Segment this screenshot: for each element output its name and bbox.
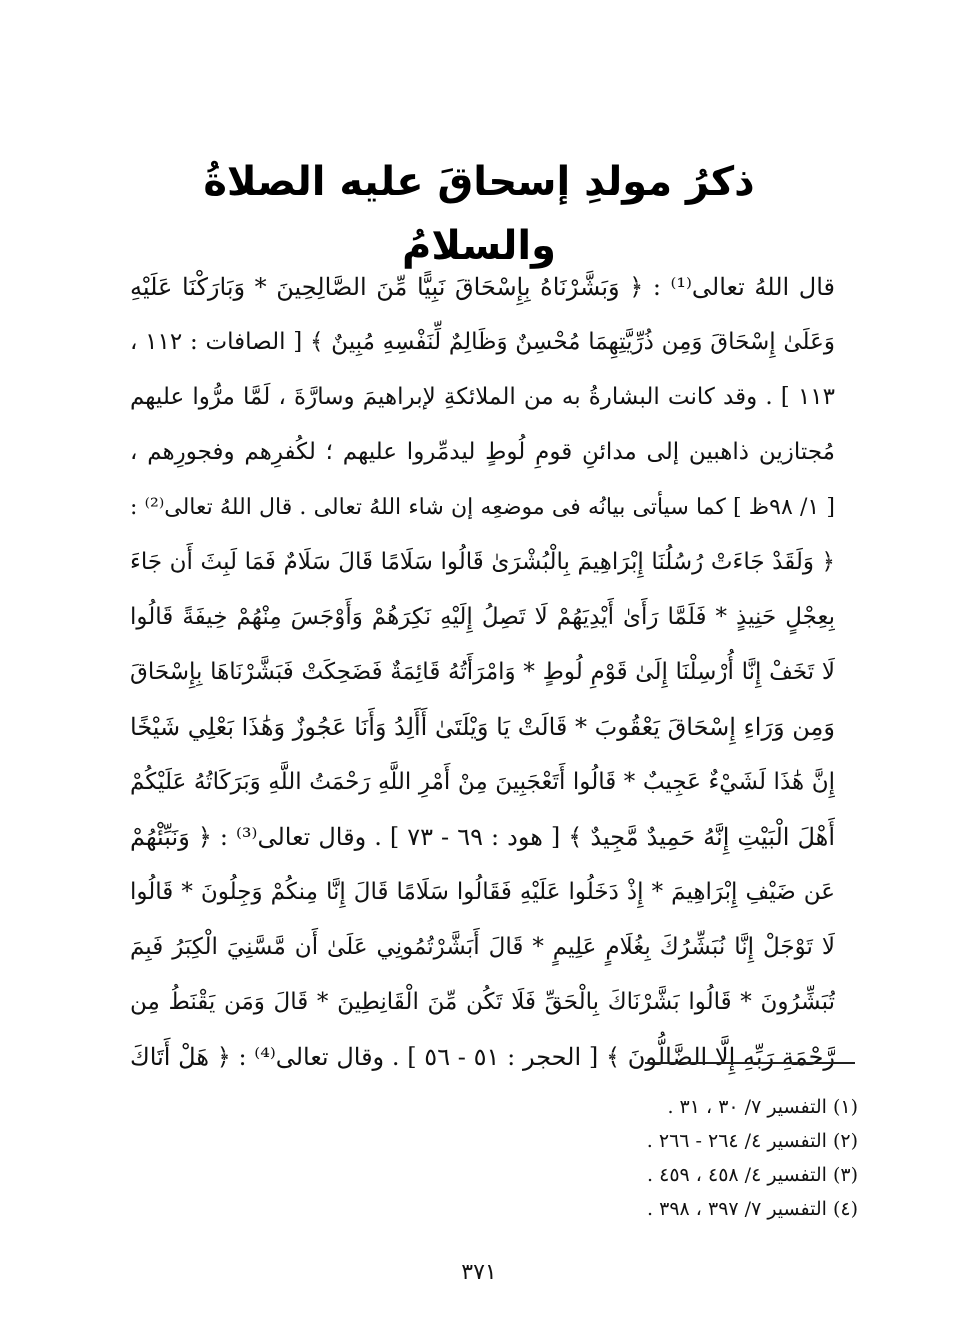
- body-line: عَن ضَيْفِ إِبْرَاهِيمَ * إِذْ دَخَلُوا عَلَيْهِ فَقَالُوا سَلَامًا قَالَ إِنَّا مِنكُمْ وَجِلُونَ * قَالُوا: [130, 879, 835, 905]
- body-line: إِنَّ هَٰذَا لَشَيْءٌ عَجِيبٌ * قَالُوا أَتَعْجَبِينَ مِنْ أَمْرِ اللَّهِ رَحْمَتُ اللَّهِ وَبَرَكَاتُهُ عَلَيْكُمْ: [130, 769, 835, 795]
- body-text: [130, 260, 835, 1085]
- footnote-1: (١) التفسير ٧/ ٣٠ ، ٣١ .: [667, 1096, 858, 1118]
- body-line: رَّحْمَةِ رَبِّهِ إِلَّا الضَّالُّونَ ﴾ [ الحجر : ٥١ - ٥٦ ] . وقال تعالى⁽⁴⁾ : ﴿ هَلْ أَتَاكَ: [130, 1043, 835, 1071]
- body-line: تُبَشِّرُونَ * قَالُوا بَشَّرْنَاكَ بِالْحَقِّ فَلَا تَكُن مِّنَ الْقَانِطِينَ * قَالَ وَمَن يَقْنَطُ مِن: [130, 989, 835, 1015]
- footnote-2: (٢) التفسير ٤/ ٢٦٤ - ٢٦٦ .: [646, 1130, 858, 1152]
- body-line: لَا تَوْجَلْ إِنَّا نُبَشِّرُكَ بِغُلَامٍ عَلِيمٍ * قَالَ أَبَشَّرْتُمُونِي عَلَىٰ أَن مَّسَّنِيَ الْكِبَرُ فَبِمَ: [130, 934, 835, 960]
- footnotes: [560, 1090, 858, 1226]
- body-line: أَهْلَ الْبَيْتِ إِنَّهُ حَمِيدٌ مَّجِيدٌ ﴾ [ هود : ٦٩ - ٧٣ ] . وقال تعالى⁽³⁾ : ﴿ وَنَبِّئْهُمْ: [130, 823, 835, 851]
- chapter-heading: ذكرُ مولدِ إسحاقَ عليه الصلاةُ والسلامُ: [203, 159, 755, 269]
- footnote-3: (٣) التفسير ٤/ ٤٥٨ ، ٤٥٩ .: [647, 1164, 858, 1186]
- footnote-4: (٤) التفسير ٧/ ٣٩٧ ، ٣٩٨ .: [647, 1198, 858, 1220]
- body-line: بِعِجْلٍ حَنِيذٍ * فَلَمَّا رَأَىٰ أَيْدِيَهُمْ لَا تَصِلُ إِلَيْهِ نَكِرَهُمْ وَأَوْجَسَ مِنْهُمْ خِيفَةً قَالُوا: [130, 604, 835, 630]
- body-line: ﴿ وَلَقَدْ جَاءَتْ رُسُلُنَا إِبْرَاهِيمَ بِالْبُشْرَىٰ قَالُوا سَلَامًا قَالَ سَلَامٌ فَمَا لَبِثَ أَن جَاءَ: [130, 549, 835, 575]
- body-line: لَا تَخَفْ إِنَّا أُرْسِلْنَا إِلَىٰ قَوْمِ لُوطٍ * وَامْرَأَتُهُ قَائِمَةٌ فَضَحِكَتْ فَبَشَّرْنَاهَا بِإِسْحَاقَ: [130, 659, 835, 685]
- body-line: وَمِن وَرَاءِ إِسْحَاقَ يَعْقُوبَ * قَالَتْ يَا وَيْلَتَىٰ أَأَلِدُ وَأَنَا عَجُوزٌ وَهَٰذَا بَعْلِي شَيْخًا: [130, 713, 835, 741]
- body-line: قال اللهُ تعالى⁽¹⁾ : ﴿ وَبَشَّرْنَاهُ بِإِسْحَاقَ نَبِيًّا مِّنَ الصَّالِحِينَ * وَبَارَكْنَا عَلَيْهِ: [130, 273, 835, 301]
- page-number: ٣٧١: [461, 1260, 497, 1285]
- body-line: مُجتازين ذاهبين إلى مدائنِ قومِ لُوطٍ ليدمِّروا عليهم ؛ لكُفرِهم وفجورِهم ،: [130, 439, 835, 465]
- body-line: [ ١/ ٩٨ظ ] كما سيأتى بيانُه فى موضعِه إن شاء اللهُ تعالى . قال اللهُ تعالى⁽²⁾ :: [130, 495, 835, 520]
- footnote-separator: [645, 1062, 855, 1064]
- body-line: ١١٣ ] . وقد كانت البشارةُ به من الملائكةِ لإبراهيمَ وسارَّةَ ، لَمَّا مرُّوا عليهم: [130, 384, 835, 410]
- body-line: وَعَلَىٰ إِسْحَاقَ وَمِن ذُرِّيَّتِهِمَا مُحْسِنٌ وَظَالِمٌ لِّنَفْسِهِ مُبِينٌ ﴾ [ الصافات : ١١٢ ،: [130, 329, 835, 355]
